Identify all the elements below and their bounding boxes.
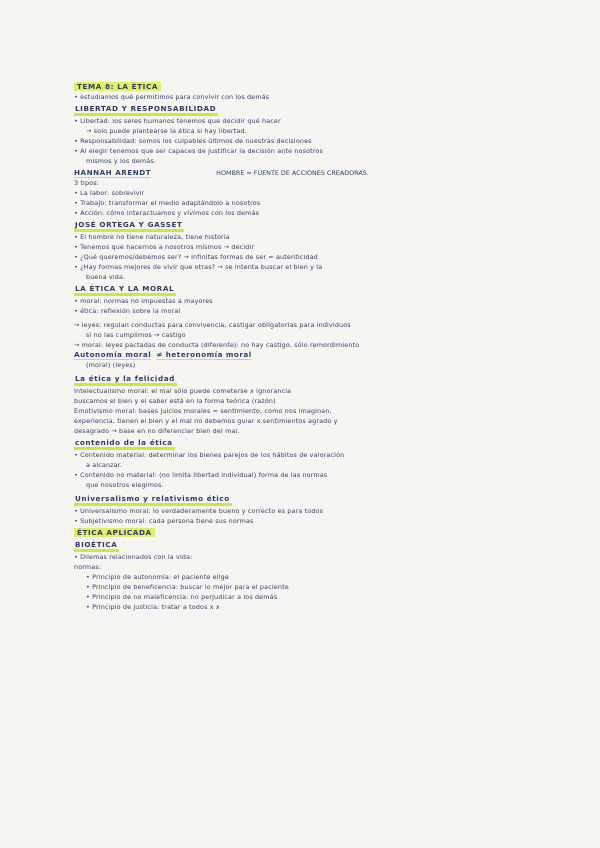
heading-autonomia: Autonomía moral ≠ heteronomía moral bbox=[74, 350, 526, 360]
moral-line: • moral: normas no impuestas a mayores bbox=[74, 297, 213, 305]
universalismo-line: • Universalismo moral: lo verdaderamente bueno y correcto es para todos bbox=[74, 507, 324, 515]
moral-line: → leyes: regulan conductas para convivencia, castigar obligatorias para individuos bbox=[74, 321, 351, 329]
arendt-line: • Trabajo: transformar el medio adaptándolo a nosotros bbox=[74, 199, 261, 207]
heading-arendt: HANNAH ARENDT HOMBRE = FUENTE DE ACCIONES CREADORAS. bbox=[74, 168, 526, 178]
contenido-line: • Contenido material: determinar los bienes parejos de los hábitos de valoración bbox=[74, 451, 345, 459]
heading-contenido: contenido de la ética bbox=[74, 438, 526, 450]
heading-universalismo: Universalismo y relativismo ético bbox=[74, 494, 526, 506]
title-text: TEMA 8: LA ÉTICA bbox=[74, 82, 161, 91]
libertad-line: • Libertad: los seres humanos tenemos que decidir qué hacer bbox=[74, 117, 281, 125]
felicidad-line: Emotivismo moral: bases juicios morales = sentimiento, como nos imaginan, bbox=[74, 407, 332, 415]
libertad-line: → solo puede plantearse la ética si hay libertad. bbox=[86, 127, 247, 135]
moral-line: si no las cumplimos → castigo bbox=[86, 331, 186, 339]
libertad-line: • Responsabilidad: somos los culpables últimos de nuestras decisiones bbox=[74, 137, 312, 145]
contenido-line: que nosotros elegimos. bbox=[86, 481, 164, 489]
felicidad-line: desagrado → base en no diferenciar bien del mal. bbox=[74, 427, 240, 435]
bioetica-line: normas: bbox=[74, 563, 102, 571]
ortega-line: • ¿Qué queremos/debemos ser? → infinitas formas de ser = autenticidad bbox=[74, 253, 318, 261]
bioetica-line: • Principio de justicia: tratar a todos x x bbox=[86, 603, 220, 611]
heading-bioetica: BIOÉTICA bbox=[74, 540, 526, 552]
handwritten-notes bbox=[74, 80, 526, 612]
ortega-line: • ¿Hay formas mejores de vivir que otras? → se intenta buscar el bien y la bbox=[74, 263, 323, 271]
heading-felicidad: La ética y la felicidad bbox=[74, 374, 526, 386]
bioetica-line: • Principio de autonomía: el paciente elige bbox=[86, 573, 229, 581]
heading-etica-moral: LA ÉTICA Y LA MORAL bbox=[74, 284, 526, 296]
arendt-line: • Acción: cómo interactuamos y vivimos con los demás bbox=[74, 209, 260, 217]
felicidad-line: buscamos el bien y el saber está en la forma teórica (razón) bbox=[74, 397, 276, 405]
heading-etica-aplicada: ÉTICA APLICADA bbox=[74, 528, 526, 538]
arendt-aside: HOMBRE = FUENTE DE ACCIONES CREADORAS. bbox=[216, 169, 369, 177]
universalismo-line: • Subjetivismo moral: cada persona tiene sus normas bbox=[74, 517, 254, 525]
moral-line: • ética: reflexión sobre la moral bbox=[74, 307, 181, 315]
felicidad-line: Intelectualismo moral: el mal sólo puede cometerse x ignorancia bbox=[74, 387, 292, 395]
libertad-line: mismos y los demás. bbox=[86, 157, 157, 165]
felicidad-line: experiencia, tienen el bien y el mal no debemos guiar x sentimientos agrado y bbox=[74, 417, 338, 425]
heading-ortega: JOSÉ ORTEGA Y GASSET bbox=[74, 220, 526, 232]
arendt-line: • La labor: sobrevivir bbox=[74, 189, 145, 197]
ortega-line: buena vida. bbox=[86, 273, 126, 281]
page-title bbox=[74, 82, 526, 92]
bioetica-line: • Principio de beneficencia: buscar lo mejor para el paciente bbox=[86, 583, 289, 591]
ortega-line: • El hombre no tiene naturaleza, tiene historia bbox=[74, 233, 230, 241]
autonomia-line: (moral) (leyes) bbox=[86, 361, 136, 369]
contenido-line: • Contenido no material: (no limita libertad individual) forma de las normas bbox=[74, 471, 328, 479]
ortega-line: • Tenemos que hacernos a nosotros mismos → decidir bbox=[74, 243, 255, 251]
intro-line: • estudiamos qué permitimos para convivir con los demás bbox=[74, 93, 270, 101]
heading-libertad: LIBERTAD Y RESPONSABILIDAD bbox=[74, 104, 526, 116]
contenido-line: a alcanzar. bbox=[86, 461, 123, 469]
arendt-line: 3 tipos: bbox=[74, 179, 100, 187]
libertad-line: • Al elegir tenemos que ser capaces de justificar la decisión ante nosotros bbox=[74, 147, 324, 155]
bioetica-line: • Principio de no maleficencia: no perjudicar a los demás bbox=[86, 593, 278, 601]
bioetica-line: • Dilemas relacionados con la vida: bbox=[74, 553, 193, 561]
moral-line: → moral: leyes pactadas de conducta (diferente): no hay castigo, sólo remordimiento bbox=[74, 341, 360, 349]
